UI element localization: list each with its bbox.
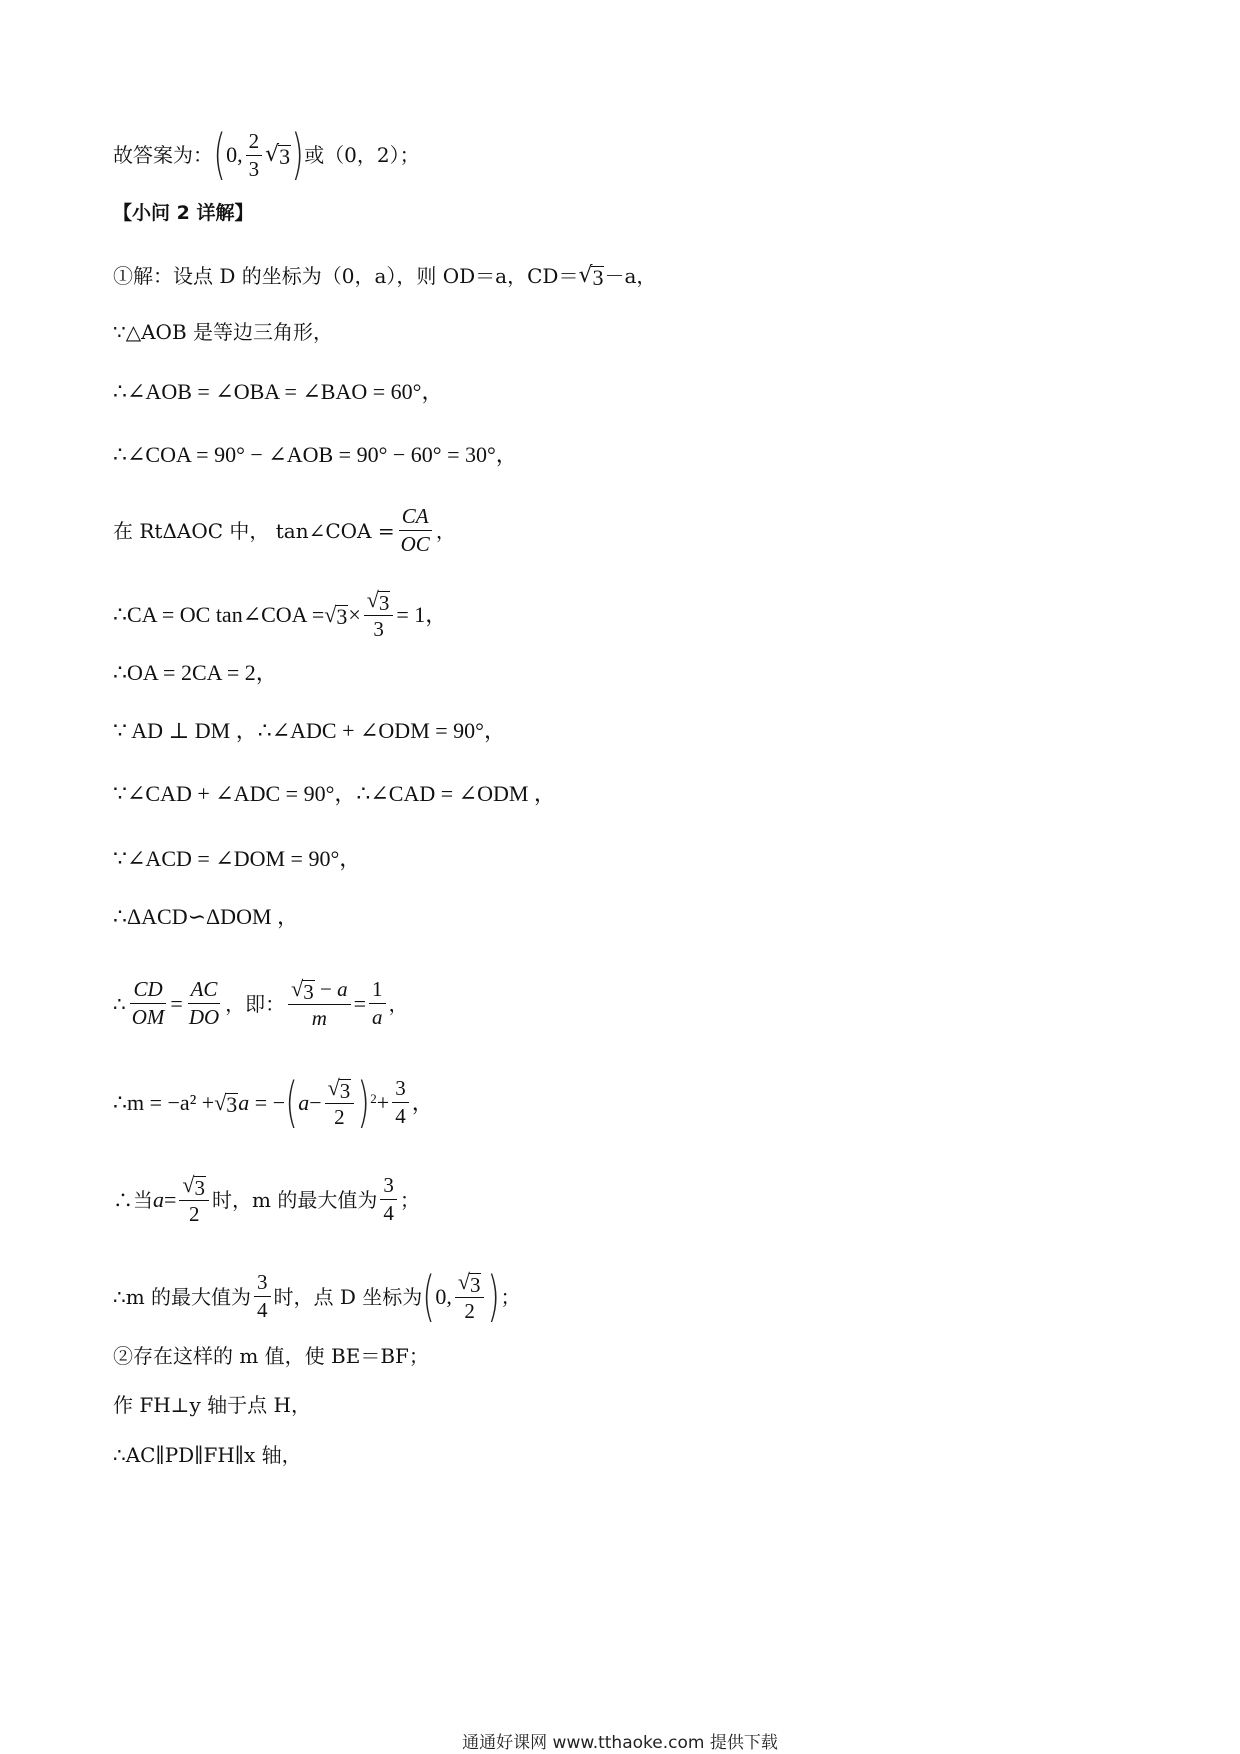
step-right-angles: ∵∠ACD = ∠DOM = 90°， [113,846,362,871]
step-equilateral: ∵△AOB 是等边三角形， [113,320,333,344]
step-max-value: ∴当 a = √ 3 2 时，m 的最大值为 $\frac{3}{4}$ ； [113,1172,420,1226]
answer-line: 故答案为： ( 0, $\frac{2}{3}$ √ 3 ) 或（0，2）； [113,123,420,186]
answer-prefix: 故答案为： [113,143,213,167]
step-cad-odm: ∵∠CAD + ∠ADC = 90°，∴∠CAD = ∠ODM ， [113,781,556,806]
step-angles-60: ∴∠AOB = ∠OBA = ∠BAO = 60°， [113,379,444,404]
section-heading: 【小问 2 详解】 [113,202,254,224]
step-ratio: ∴ $\frac{CD}{OM}$ = $\frac{AC}{DO}$ ，即： √ 3 − a m = $\frac{1}{a}$ ， [113,976,409,1030]
step-tan: 在 RtΔAOC 中， tan∠COA = $\frac{CA}{OC}$ ， [113,504,456,556]
answer-suffix: 或（0，2）； [304,143,420,167]
step-angle-30: ∴∠COA = 90° − ∠AOB = 90° − 60° = 30°， [113,442,518,467]
step-max-point: ∴m 的最大值为 $\frac{3}{4}$ 时，点 D 坐标为 ( 0, √ 3 2 ) ； [113,1264,521,1328]
step-set-point: ①解：设点 D 的坐标为（0，a），则 OD＝a，CD＝ √ 3 －a， [113,263,657,290]
step-m-expression: ∴m = −a² + √ 3 a = − ( a − √ 3 2 ) 2 + $\frac{3}{4}$ ， [113,1070,434,1134]
step-construct: 作 FH⊥y 轴于点 H， [113,1393,311,1417]
step-similar: ∴ΔACD∽ΔDOM ， [113,904,300,929]
step-exists: ②存在这样的 m 值，使 BE＝BF； [113,1344,429,1368]
step-ca: ∴CA = OC tan∠COA = √ 3 × √ 3 3 = 1， [113,587,448,641]
step-oa: ∴OA = 2CA = 2， [113,660,278,685]
step-parallel: ∴AC∥PD∥FH∥x 轴， [113,1443,302,1467]
page-footer: 通通好课网 www.tthaoke.com 提供下载 [462,1733,778,1753]
step-perpendicular: ∵ AD ⊥ DM ，∴∠ADC + ∠ODM = 90°， [113,718,506,743]
